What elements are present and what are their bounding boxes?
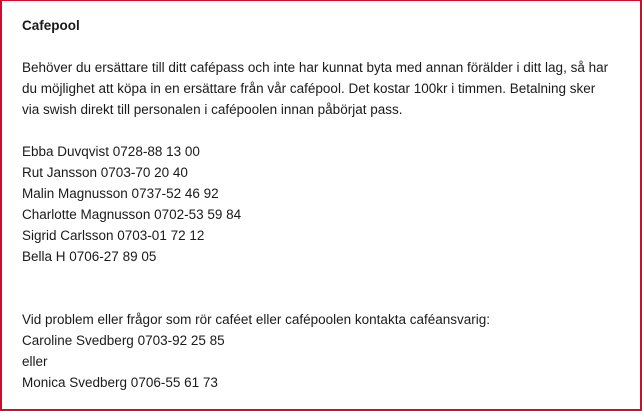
contact-item: Rut Jansson 0703-70 20 40 xyxy=(22,165,188,180)
contact-item: Ebba Duvqvist 0728-88 13 00 xyxy=(22,144,200,159)
or-separator: eller xyxy=(22,354,48,369)
intro-line: du möjlighet att köpa in en ersättare från vår cafépool. Det kostar 100kr i timmen. Betalning sker xyxy=(22,81,596,96)
contact-item: Bella H 0706-27 89 05 xyxy=(22,249,157,264)
responsible-contact-1: Caroline Svedberg 0703-92 25 85 xyxy=(22,333,225,348)
responsible-contact-2: Monica Svedberg 0706-55 61 73 xyxy=(22,375,218,390)
contact-item: Malin Magnusson 0737-52 46 92 xyxy=(22,186,219,201)
contact-item: Charlotte Magnusson 0702-53 59 84 xyxy=(22,207,242,222)
cafepool-section xyxy=(22,15,632,393)
intro-line: Behöver du ersättare till ditt cafépass och inte har kunnat byta med annan förälder i ditt lag, så har xyxy=(22,60,609,75)
footer-note: Vid problem eller frågor som rör caféet eller cafépoolen kontakta caféansvarig: xyxy=(22,312,490,327)
intro-paragraph xyxy=(22,57,632,120)
intro-line: via swish direkt till personalen i cafépoolen innan påbörjat pass. xyxy=(22,102,403,117)
contact-list xyxy=(22,141,632,267)
contact-item: Sigrid Carlsson 0703-01 72 12 xyxy=(22,228,205,243)
responsible-contact xyxy=(22,309,632,393)
section-title: Cafepool xyxy=(22,18,80,33)
